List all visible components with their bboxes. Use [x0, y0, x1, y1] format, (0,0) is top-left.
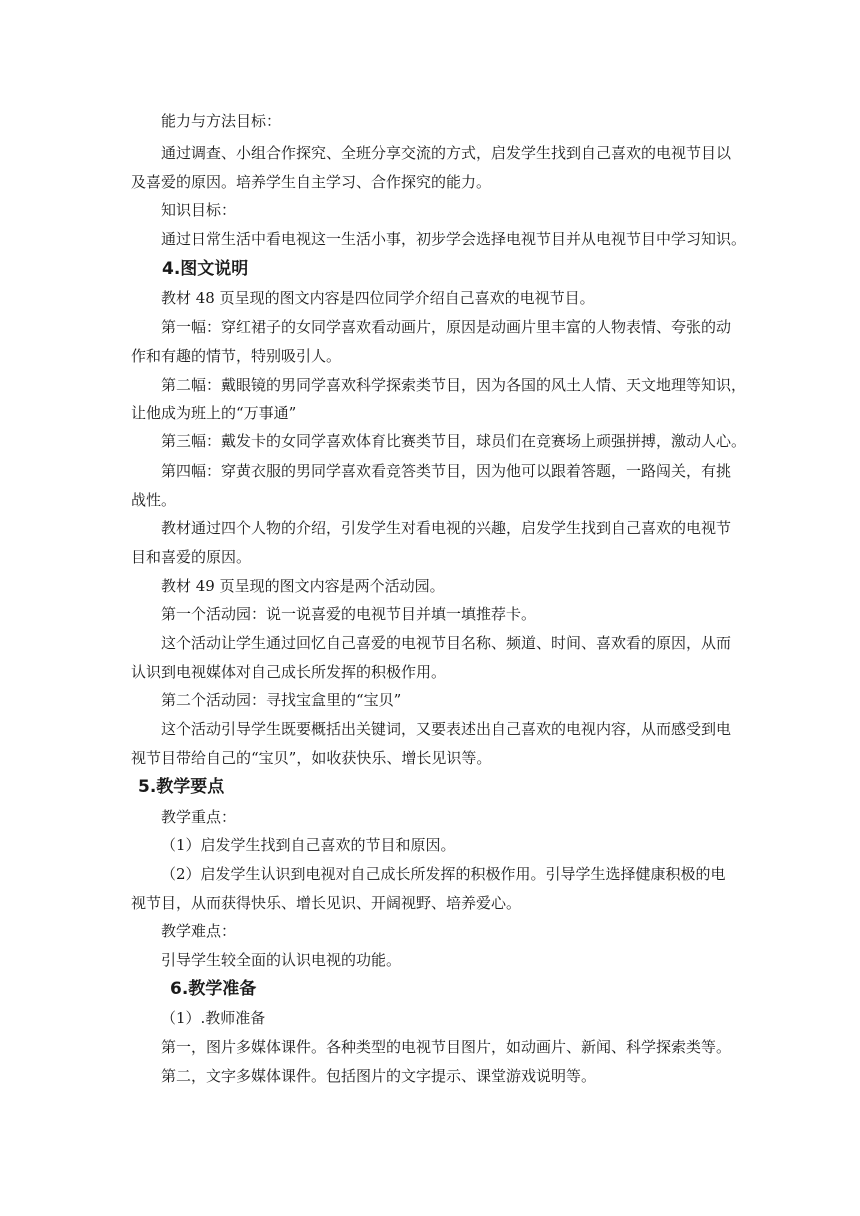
teaching-focus-item-2-line1: （2）启发学生认识到电视对自己成长所发挥的积极作用。引导学生选择健康积极的电	[161, 865, 726, 883]
activity-2-desc-line2: 视节目带给自己的“宝贝”，如收获快乐、增长见识等。	[131, 749, 492, 767]
picture-3-text: 第三幅：戴发卡的女同学喜欢体育比赛类节目，球员们在竞赛场上顽强拼搏，激动人心。	[161, 432, 747, 450]
section-5-heading: 5.教学要点	[138, 777, 225, 797]
teaching-difficulty-label: 教学难点：	[161, 922, 237, 940]
section-4-heading: 4.图文说明	[162, 259, 249, 279]
knowledge-goal-label: 知识目标：	[161, 201, 237, 219]
picture-2-line2: 让他成为班上的“万事通”	[131, 404, 297, 422]
teaching-difficulty-text: 引导学生较全面的认识电视的功能。	[161, 951, 402, 969]
picture-1-line2: 作和有趣的情节，特别吸引人。	[131, 347, 342, 365]
section-4-intro: 教材 48 页呈现的图文内容是四位同学介绍自己喜欢的电视节目。	[161, 289, 595, 307]
prep-item-2: 第二，文字多媒体课件。包括图片的文字提示、课堂游戏说明等。	[161, 1067, 597, 1085]
page-49-intro: 教材 49 页呈现的图文内容是两个活动园。	[161, 577, 445, 595]
ability-goal-text-line1: 通过调查、小组合作探究、全班分享交流的方式，启发学生找到自己喜欢的电视节目以	[161, 144, 732, 162]
section-4-summary-line1: 教材通过四个人物的介绍，引发学生对看电视的兴趣，启发学生找到自己喜欢的电视节	[161, 519, 732, 537]
activity-1-title: 第一个活动园：说一说喜爱的电视节目并填一填推荐卡。	[161, 605, 537, 623]
ability-goal-text-line2: 及喜爱的原因。培养学生自主学习、合作探究的能力。	[131, 173, 492, 191]
teacher-prep-label: （1）.教师准备	[161, 1009, 266, 1027]
activity-1-desc-line2: 认识到电视媒体对自己成长所发挥的积极作用。	[131, 663, 447, 681]
section-6-heading: 6.教学准备	[170, 979, 257, 999]
prep-item-1: 第一，图片多媒体课件。各种类型的电视节目图片，如动画片、新闻、科学探索类等。	[161, 1038, 732, 1056]
picture-2-line1: 第二幅：戴眼镜的男同学喜欢科学探索类节目，因为各国的风土人情、天文地理等知识，	[161, 376, 747, 394]
picture-4-line2: 战性。	[131, 491, 177, 509]
teaching-focus-label: 教学重点：	[161, 808, 237, 826]
teaching-focus-item-1: （1）启发学生找到自己喜欢的节目和原因。	[161, 836, 456, 854]
activity-1-desc-line1: 这个活动让学生通过回忆自己喜爱的电视节目名称、频道、时间、喜欢看的原因，从而	[161, 634, 732, 652]
knowledge-goal-text: 通过日常生活中看电视这一生活小事，初步学会选择电视节目并从电视节目中学习知识。	[161, 230, 747, 248]
section-4-summary-line2: 目和喜爱的原因。	[131, 548, 252, 566]
activity-2-title: 第二个活动园：寻找宝盒里的“宝贝”	[161, 691, 402, 709]
ability-goal-label: 能力与方法目标：	[161, 112, 282, 130]
teaching-focus-item-2-line2: 视节目，从而获得快乐、增长见识、开阔视野、培养爱心。	[131, 894, 522, 912]
picture-1-line1: 第一幅：穿红裙子的女同学喜欢看动画片，原因是动画片里丰富的人物表情、夸张的动	[161, 318, 732, 336]
activity-2-desc-line1: 这个活动引导学生既要概括出关键词，又要表述出自己喜欢的电视内容，从而感受到电	[161, 720, 732, 738]
picture-4-line1: 第四幅：穿黄衣服的男同学喜欢看竞答类节目，因为他可以跟着答题，一路闯关，有挑	[161, 462, 732, 480]
